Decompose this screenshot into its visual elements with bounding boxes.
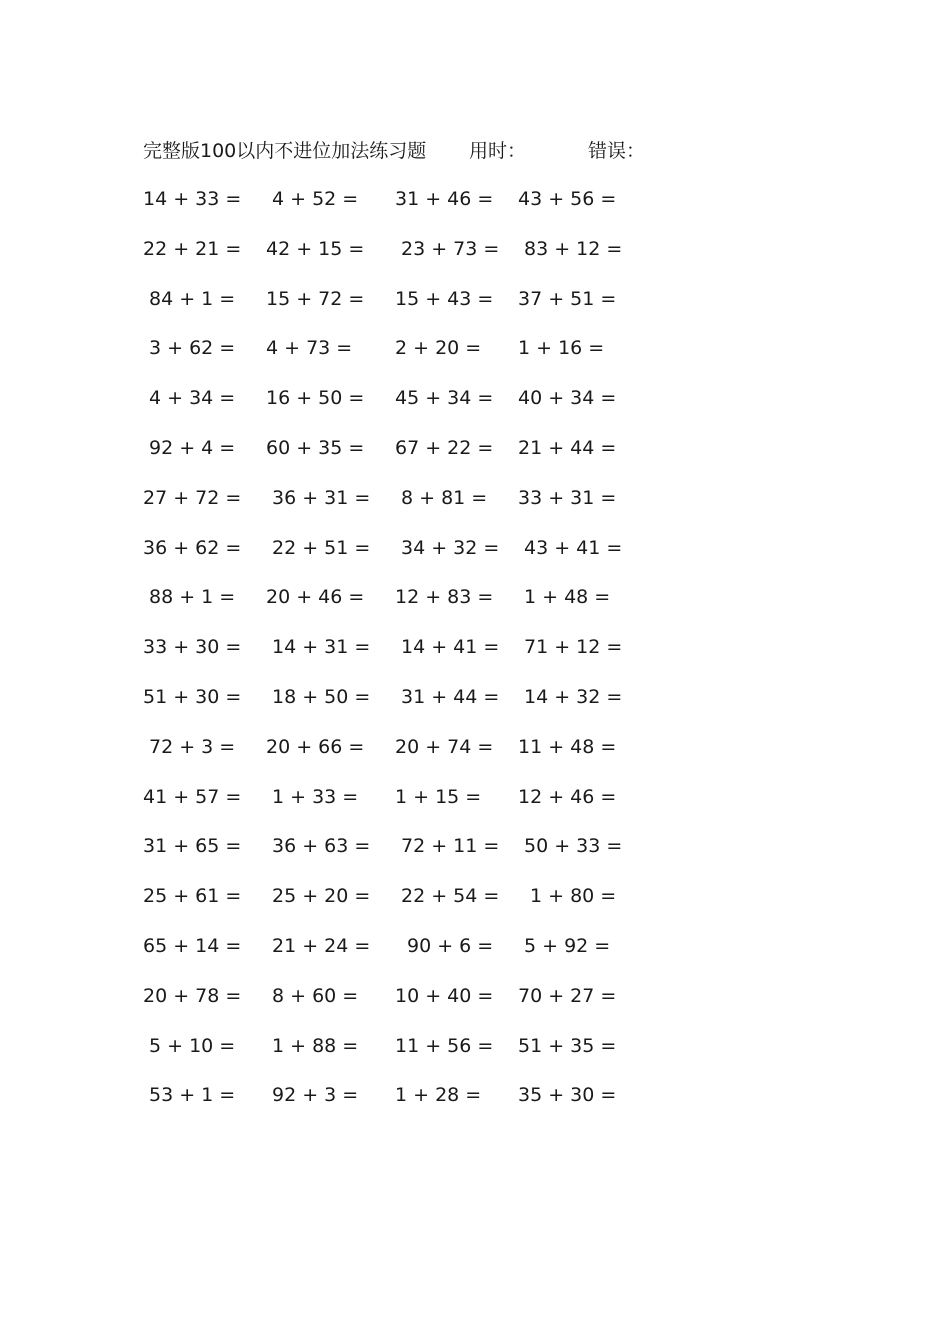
addition-problem: 88 + 1 = — [149, 586, 236, 609]
addition-problem: 1 + 28 = — [395, 1084, 482, 1107]
problem-row — [143, 234, 623, 284]
addition-problem: 11 + 56 = — [395, 1034, 494, 1057]
problem-row — [143, 732, 623, 782]
addition-problem: 14 + 32 = — [524, 685, 623, 708]
addition-problem: 1 + 80 = — [530, 885, 617, 908]
addition-problem: 34 + 32 = — [401, 536, 500, 559]
addition-problem: 72 + 3 = — [149, 735, 236, 758]
addition-problem: 25 + 61 = — [143, 885, 242, 908]
addition-problem: 31 + 46 = — [395, 188, 494, 210]
addition-problem: 33 + 30 = — [143, 636, 242, 659]
addition-problem: 40 + 34 = — [518, 387, 617, 410]
addition-problem: 11 + 48 = — [518, 735, 617, 758]
addition-problem: 15 + 72 = — [266, 287, 365, 310]
problem-row — [143, 981, 623, 1031]
addition-problem: 22 + 51 = — [272, 536, 371, 559]
problem-row — [143, 1031, 623, 1081]
problem-row — [143, 284, 623, 334]
addition-problem: 5 + 10 = — [149, 1034, 236, 1057]
addition-problem: 18 + 50 = — [272, 685, 371, 708]
problem-row — [143, 632, 623, 682]
addition-problem: 27 + 72 = — [143, 486, 242, 509]
addition-problem: 41 + 57 = — [143, 785, 242, 808]
addition-problem: 8 + 60 = — [272, 984, 359, 1007]
addition-problem: 67 + 22 = — [395, 436, 494, 459]
problem-row — [143, 931, 623, 981]
addition-problem: 70 + 27 = — [518, 984, 617, 1007]
addition-problem: 31 + 65 = — [143, 835, 242, 858]
addition-problem: 12 + 46 = — [518, 785, 617, 808]
addition-problem: 1 + 15 = — [395, 785, 482, 808]
addition-problem: 14 + 33 = — [143, 188, 242, 210]
addition-problem: 4 + 34 = — [149, 387, 236, 410]
addition-problem: 43 + 41 = — [524, 536, 623, 559]
problem-row — [143, 533, 623, 583]
addition-problem: 51 + 30 = — [143, 685, 242, 708]
addition-problem: 50 + 33 = — [524, 835, 623, 858]
addition-problem: 90 + 6 = — [407, 934, 494, 957]
problem-grid — [143, 184, 623, 1130]
addition-problem: 92 + 3 = — [272, 1084, 359, 1107]
addition-problem: 1 + 16 = — [518, 337, 605, 360]
worksheet-header — [143, 136, 663, 166]
addition-problem: 12 + 83 = — [395, 586, 494, 609]
addition-problem: 20 + 78 = — [143, 984, 242, 1007]
addition-problem: 1 + 88 = — [272, 1034, 359, 1057]
addition-problem: 84 + 1 = — [149, 287, 236, 310]
addition-problem: 36 + 31 = — [272, 486, 371, 509]
addition-problem: 25 + 20 = — [272, 885, 371, 908]
problem-row — [143, 184, 623, 234]
addition-problem: 72 + 11 = — [401, 835, 500, 858]
addition-problem: 36 + 62 = — [143, 536, 242, 559]
addition-problem: 37 + 51 = — [518, 287, 617, 310]
addition-problem: 83 + 12 = — [524, 237, 623, 260]
addition-problem: 42 + 15 = — [266, 237, 365, 260]
problem-row — [143, 831, 623, 881]
addition-problem: 1 + 33 = — [272, 785, 359, 808]
problem-row — [143, 881, 623, 931]
problem-row — [143, 1080, 623, 1130]
addition-problem: 23 + 73 = — [401, 237, 500, 260]
addition-problem: 22 + 54 = — [401, 885, 500, 908]
addition-problem: 5 + 92 = — [524, 934, 611, 957]
worksheet-title: 完整版100以内不进位加法练习题 — [143, 140, 427, 162]
addition-problem: 53 + 1 = — [149, 1084, 236, 1107]
errors-label: 错误： — [588, 140, 646, 162]
addition-problem: 51 + 35 = — [518, 1034, 617, 1057]
addition-problem: 65 + 14 = — [143, 934, 242, 957]
addition-problem: 45 + 34 = — [395, 387, 494, 410]
addition-problem: 36 + 63 = — [272, 835, 371, 858]
addition-problem: 31 + 44 = — [401, 685, 500, 708]
addition-problem: 71 + 12 = — [524, 636, 623, 659]
addition-problem: 4 + 73 = — [266, 337, 353, 360]
problem-row — [143, 433, 623, 483]
problem-row — [143, 383, 623, 433]
addition-problem: 10 + 40 = — [395, 984, 494, 1007]
addition-problem: 21 + 24 = — [272, 934, 371, 957]
addition-problem: 33 + 31 = — [518, 486, 617, 509]
addition-problem: 15 + 43 = — [395, 287, 494, 310]
time-used-label: 用时： — [469, 140, 527, 162]
problem-row — [143, 483, 623, 533]
addition-problem: 14 + 31 = — [272, 636, 371, 659]
problem-row — [143, 782, 623, 832]
addition-problem: 60 + 35 = — [266, 436, 365, 459]
addition-problem: 20 + 66 = — [266, 735, 365, 758]
addition-problem: 8 + 81 = — [401, 486, 488, 509]
addition-problem: 43 + 56 = — [518, 188, 617, 210]
addition-problem: 1 + 48 = — [524, 586, 611, 609]
problem-row — [143, 682, 623, 732]
problem-row — [143, 333, 623, 383]
addition-problem: 3 + 62 = — [149, 337, 236, 360]
addition-problem: 16 + 50 = — [266, 387, 365, 410]
problem-row — [143, 582, 623, 632]
addition-problem: 22 + 21 = — [143, 237, 242, 260]
addition-problem: 14 + 41 = — [401, 636, 500, 659]
addition-problem: 35 + 30 = — [518, 1084, 617, 1107]
addition-problem: 20 + 46 = — [266, 586, 365, 609]
addition-problem: 21 + 44 = — [518, 436, 617, 459]
addition-problem: 20 + 74 = — [395, 735, 494, 758]
addition-problem: 2 + 20 = — [395, 337, 482, 360]
addition-problem: 4 + 52 = — [272, 188, 359, 210]
addition-problem: 92 + 4 = — [149, 436, 236, 459]
